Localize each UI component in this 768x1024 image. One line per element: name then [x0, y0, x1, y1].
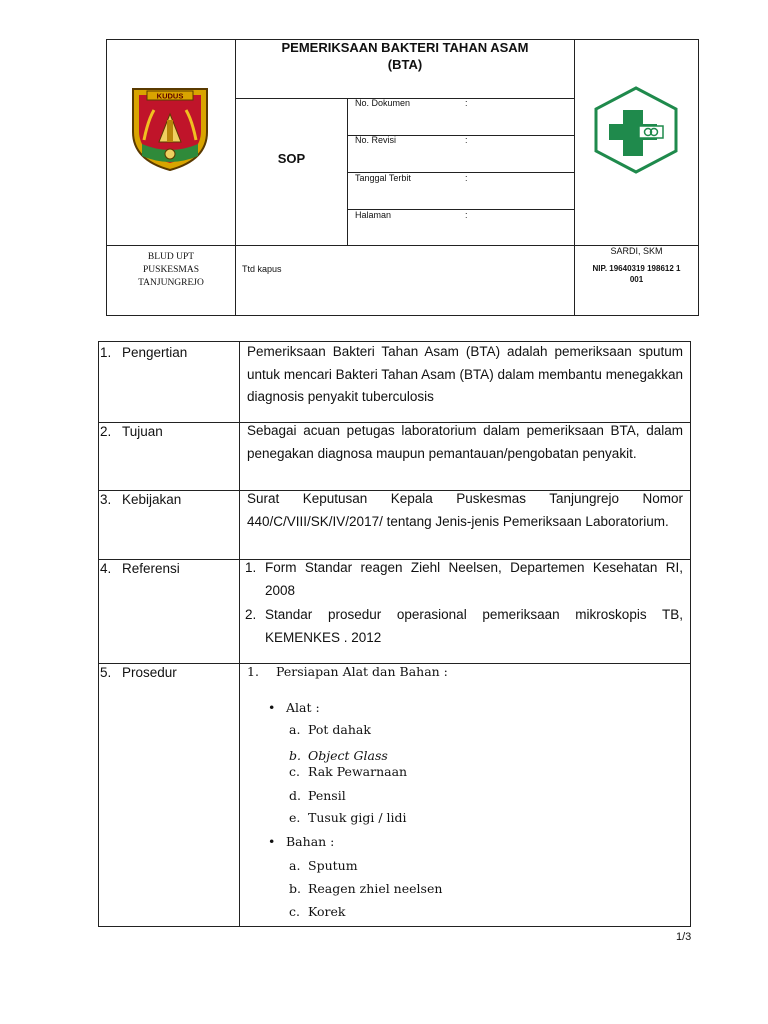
tujuan-title: Tujuan	[122, 424, 163, 439]
alat-label: Alat :	[286, 700, 320, 715]
alat-item-d-text: Pensil	[308, 788, 346, 803]
alat-item-c-letter: c.	[289, 764, 300, 779]
sop-label: SOP	[277, 151, 306, 166]
org-line-2: PUSKESMAS	[143, 265, 199, 275]
organization-name	[107, 251, 235, 290]
kebijakan-title: Kebijakan	[122, 492, 182, 507]
field-no-revisi-label: No. Revisi	[355, 135, 397, 145]
referensi-title: Referensi	[122, 561, 180, 576]
alat-item-e-letter: e.	[289, 810, 301, 825]
pengertian-number: 1.	[100, 345, 112, 360]
alat-item-a-text: Pot dahak	[308, 722, 371, 737]
referensi-number: 4.	[100, 561, 112, 576]
field-tanggal-terbit-colon: :	[465, 173, 468, 183]
bahan-item-b-text: Reagen zhiel neelsen	[308, 881, 443, 896]
prosedur-step-num: 1.	[247, 664, 259, 679]
crest-banner-text: KUDUS	[156, 91, 184, 101]
pengertian-text: Pemeriksaan Bakteri Tahan Asam (BTA) adalah pemeriksaan sputum untuk mencari Bakteri Tahan Asam (BTA) dalam membantu menegakkan diagnosis penyakit tuberculosis	[247, 344, 683, 404]
alat-item-b-text: Object Glass	[308, 748, 388, 763]
org-line-1: BLUD UPT	[147, 252, 195, 262]
page-number: 1/3	[676, 931, 692, 943]
tujuan-text: Sebagai acuan petugas laboratorium dalam pemeriksaan BTA, dalam penegakan diagnosa maupun pemantauan/pengobatan penyakit.	[247, 423, 683, 461]
tujuan-number: 2.	[100, 424, 112, 439]
prosedur-number: 5.	[100, 665, 112, 680]
alat-item-b-letter: b.	[289, 748, 301, 763]
prosedur-title: Prosedur	[122, 665, 177, 680]
referensi-item-2-num: 2.	[245, 607, 257, 622]
signer-nip-2: 001	[629, 275, 644, 284]
kebijakan-text: Surat Keputusan Kepala Puskesmas Tanjungrejo Nomor 440/C/VIII/SK/IV/2017/ tentang Jenis-jenis Pemeriksaan Laboratorium.	[247, 491, 683, 529]
bahan-item-a-text: Sputum	[308, 858, 358, 873]
referensi-item-2-text: Standar prosedur operasional pemeriksaan mikroskopis TB, KEMENKES . 2012	[265, 607, 683, 645]
signer-name: SARDI, SKM	[610, 246, 663, 256]
alat-item-e-text: Tusuk gigi / lidi	[308, 810, 407, 825]
alat-item-d-letter: d.	[289, 788, 301, 803]
bahan-bullet: •	[268, 834, 276, 849]
field-no-revisi-colon: :	[465, 135, 468, 145]
document-title	[236, 39, 574, 73]
referensi-item-1-text: Form Standar reagen Ziehl Neelsen, Departemen Kesehatan RI, 2008	[265, 560, 683, 598]
signer-block	[575, 246, 698, 285]
bahan-item-b-letter: b.	[289, 881, 301, 896]
title-line-2: (BTA)	[387, 57, 423, 72]
bahan-item-c-letter: c.	[289, 904, 300, 919]
field-no-dokumen-label: No. Dokumen	[355, 98, 411, 108]
field-halaman-label: Halaman	[355, 210, 392, 220]
title-line-1: PEMERIKSAAN BAKTERI TAHAN ASAM	[281, 40, 529, 55]
ttd-kapus: Ttd kapus	[242, 264, 282, 274]
org-line-3: TANJUNGREJO	[138, 278, 204, 288]
field-halaman-colon: :	[465, 210, 468, 220]
alat-bullet: •	[268, 700, 276, 715]
puskesmas-logo	[593, 86, 679, 174]
field-no-dokumen-colon: :	[465, 98, 468, 108]
bahan-item-c-text: Korek	[308, 904, 346, 919]
pengertian-title: Pengertian	[122, 345, 188, 360]
alat-item-c-text: Rak Pewarnaan	[308, 764, 408, 779]
bahan-item-a-letter: a.	[289, 858, 301, 873]
bahan-label: Bahan :	[286, 834, 335, 849]
alat-item-a-letter: a.	[289, 722, 301, 737]
kebijakan-number: 3.	[100, 492, 112, 507]
signer-nip-1: NIP. 19640319 198612 1	[592, 264, 681, 273]
field-tanggal-terbit-label: Tanggal Terbit	[355, 173, 411, 183]
kudus-crest-logo	[130, 86, 210, 172]
referensi-item-1-num: 1.	[245, 560, 257, 575]
prosedur-step-title: Persiapan Alat dan Bahan :	[276, 664, 448, 679]
